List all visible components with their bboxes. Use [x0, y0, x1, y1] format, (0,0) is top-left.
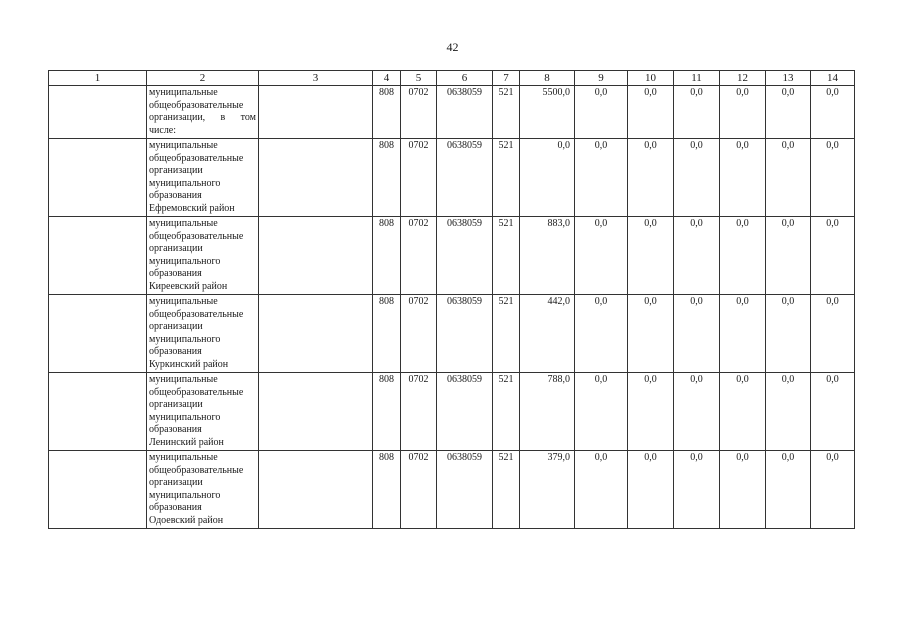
cell-col-1 [49, 217, 147, 295]
cell-col-8: 788,0 [520, 373, 575, 451]
cell-col-5: 0702 [401, 139, 437, 217]
organization-name-line: Ефремовский район [149, 202, 235, 214]
organization-name-line: организации [149, 165, 203, 176]
organization-name-line: муниципальные [149, 452, 218, 463]
cell-col-14: 0,0 [811, 295, 855, 373]
cell-organization-name [147, 139, 259, 217]
page-number: 42 [446, 40, 459, 54]
cell-col-10: 0,0 [628, 451, 674, 529]
organization-name-line: муниципальные [149, 140, 218, 151]
cell-col-4: 808 [373, 373, 401, 451]
cell-col-11: 0,0 [674, 373, 720, 451]
cell-col-5: 0702 [401, 451, 437, 529]
cell-organization-name [147, 373, 259, 451]
organization-name-line: муниципального [149, 411, 221, 423]
column-header: 6 [437, 71, 493, 86]
organization-name-line: общеобразовательные [149, 230, 244, 242]
cell-col-8: 5500,0 [520, 86, 575, 139]
cell-col-3 [259, 217, 373, 295]
cell-col-8: 442,0 [520, 295, 575, 373]
cell-col-1 [49, 86, 147, 139]
organization-name-line: образования [149, 424, 202, 435]
cell-col-13: 0,0 [766, 217, 811, 295]
cell-col-3 [259, 295, 373, 373]
organization-name-line: муниципального [149, 255, 221, 267]
cell-col-4: 808 [373, 86, 401, 139]
cell-col-5: 0702 [401, 86, 437, 139]
cell-organization-name [147, 86, 259, 139]
column-header: 13 [766, 71, 811, 86]
cell-col-11: 0,0 [674, 86, 720, 139]
column-header: 14 [811, 71, 855, 86]
cell-col-4: 808 [373, 139, 401, 217]
organization-name-line: муниципальные [149, 218, 218, 229]
cell-col-7: 521 [493, 217, 520, 295]
cell-col-6: 0638059 [437, 139, 493, 217]
organization-name-line: муниципального [149, 489, 221, 501]
cell-organization-name [147, 217, 259, 295]
organization-name-line: муниципального [149, 177, 221, 189]
column-header: 5 [401, 71, 437, 86]
cell-col-1 [49, 139, 147, 217]
column-header: 8 [520, 71, 575, 86]
cell-col-3 [259, 139, 373, 217]
column-header: 3 [259, 71, 373, 86]
cell-col-6: 0638059 [437, 86, 493, 139]
organization-name-line: образования [149, 268, 202, 279]
organization-name-line: Киреевский район [149, 280, 228, 292]
cell-col-7: 521 [493, 139, 520, 217]
organization-name-line: общеобразовательные [149, 308, 244, 320]
cell-col-10: 0,0 [628, 139, 674, 217]
cell-col-14: 0,0 [811, 373, 855, 451]
cell-col-9: 0,0 [575, 217, 628, 295]
cell-col-12: 0,0 [720, 217, 766, 295]
organization-name-line: образования [149, 346, 202, 357]
cell-col-13: 0,0 [766, 295, 811, 373]
organization-name-line: общеобразовательные [149, 99, 244, 111]
cell-col-9: 0,0 [575, 295, 628, 373]
organization-name-line: муниципального [149, 333, 221, 345]
table-row [49, 373, 855, 451]
column-header: 2 [147, 71, 259, 86]
organization-name-line: образования [149, 190, 202, 201]
organization-name-line: организации, в том [149, 112, 256, 123]
cell-col-3 [259, 451, 373, 529]
organization-name-line: общеобразовательные [149, 152, 244, 164]
cell-col-11: 0,0 [674, 139, 720, 217]
organization-name-line: организации [149, 477, 203, 488]
organization-name-line: организации [149, 321, 203, 332]
organization-name-line: общеобразовательные [149, 464, 244, 476]
cell-col-13: 0,0 [766, 86, 811, 139]
cell-col-11: 0,0 [674, 451, 720, 529]
cell-col-1 [49, 295, 147, 373]
organization-name-line: Ленинский район [149, 436, 224, 448]
organization-name-line: муниципальные [149, 374, 218, 385]
cell-organization-name [147, 295, 259, 373]
cell-col-10: 0,0 [628, 86, 674, 139]
table-row [49, 86, 855, 139]
column-header: 9 [575, 71, 628, 86]
cell-organization-name [147, 451, 259, 529]
cell-col-5: 0702 [401, 217, 437, 295]
table-row [49, 217, 855, 295]
cell-col-4: 808 [373, 295, 401, 373]
cell-col-12: 0,0 [720, 86, 766, 139]
organization-name-line: организации [149, 399, 203, 410]
cell-col-7: 521 [493, 451, 520, 529]
cell-col-7: 521 [493, 295, 520, 373]
cell-col-3 [259, 86, 373, 139]
cell-col-12: 0,0 [720, 139, 766, 217]
cell-col-6: 0638059 [437, 295, 493, 373]
cell-col-7: 521 [493, 373, 520, 451]
cell-col-5: 0702 [401, 373, 437, 451]
cell-col-6: 0638059 [437, 451, 493, 529]
cell-col-8: 379,0 [520, 451, 575, 529]
cell-col-14: 0,0 [811, 86, 855, 139]
cell-col-10: 0,0 [628, 373, 674, 451]
column-header: 11 [674, 71, 720, 86]
cell-col-14: 0,0 [811, 217, 855, 295]
column-header: 1 [49, 71, 147, 86]
budget-table [48, 70, 855, 529]
cell-col-4: 808 [373, 217, 401, 295]
organization-name-line: общеобразовательные [149, 386, 244, 398]
cell-col-9: 0,0 [575, 139, 628, 217]
organization-name-line: Куркинский район [149, 358, 229, 370]
table-row [49, 295, 855, 373]
cell-col-3 [259, 373, 373, 451]
cell-col-7: 521 [493, 86, 520, 139]
cell-col-10: 0,0 [628, 295, 674, 373]
cell-col-13: 0,0 [766, 139, 811, 217]
cell-col-6: 0638059 [437, 217, 493, 295]
cell-col-13: 0,0 [766, 373, 811, 451]
cell-col-12: 0,0 [720, 451, 766, 529]
table-row [49, 451, 855, 529]
organization-name-line: организации [149, 243, 203, 254]
cell-col-11: 0,0 [674, 217, 720, 295]
cell-col-12: 0,0 [720, 295, 766, 373]
organization-name-line: образования [149, 502, 202, 513]
header-row [49, 71, 855, 86]
cell-col-9: 0,0 [575, 86, 628, 139]
cell-col-8: 0,0 [520, 139, 575, 217]
organization-name-line: муниципальные [149, 296, 218, 307]
cell-col-12: 0,0 [720, 373, 766, 451]
organization-name-line: Одоевский район [149, 514, 224, 526]
cell-col-5: 0702 [401, 295, 437, 373]
cell-col-13: 0,0 [766, 451, 811, 529]
cell-col-11: 0,0 [674, 295, 720, 373]
cell-col-10: 0,0 [628, 217, 674, 295]
cell-col-6: 0638059 [437, 373, 493, 451]
table-row [49, 139, 855, 217]
cell-col-4: 808 [373, 451, 401, 529]
column-header: 10 [628, 71, 674, 86]
cell-col-14: 0,0 [811, 139, 855, 217]
cell-col-1 [49, 373, 147, 451]
column-header: 4 [373, 71, 401, 86]
organization-name-line: числе: [149, 124, 177, 136]
column-header: 12 [720, 71, 766, 86]
column-header: 7 [493, 71, 520, 86]
cell-col-8: 883,0 [520, 217, 575, 295]
organization-name-line: муниципальные [149, 87, 218, 98]
cell-col-14: 0,0 [811, 451, 855, 529]
cell-col-9: 0,0 [575, 451, 628, 529]
cell-col-9: 0,0 [575, 373, 628, 451]
cell-col-1 [49, 451, 147, 529]
